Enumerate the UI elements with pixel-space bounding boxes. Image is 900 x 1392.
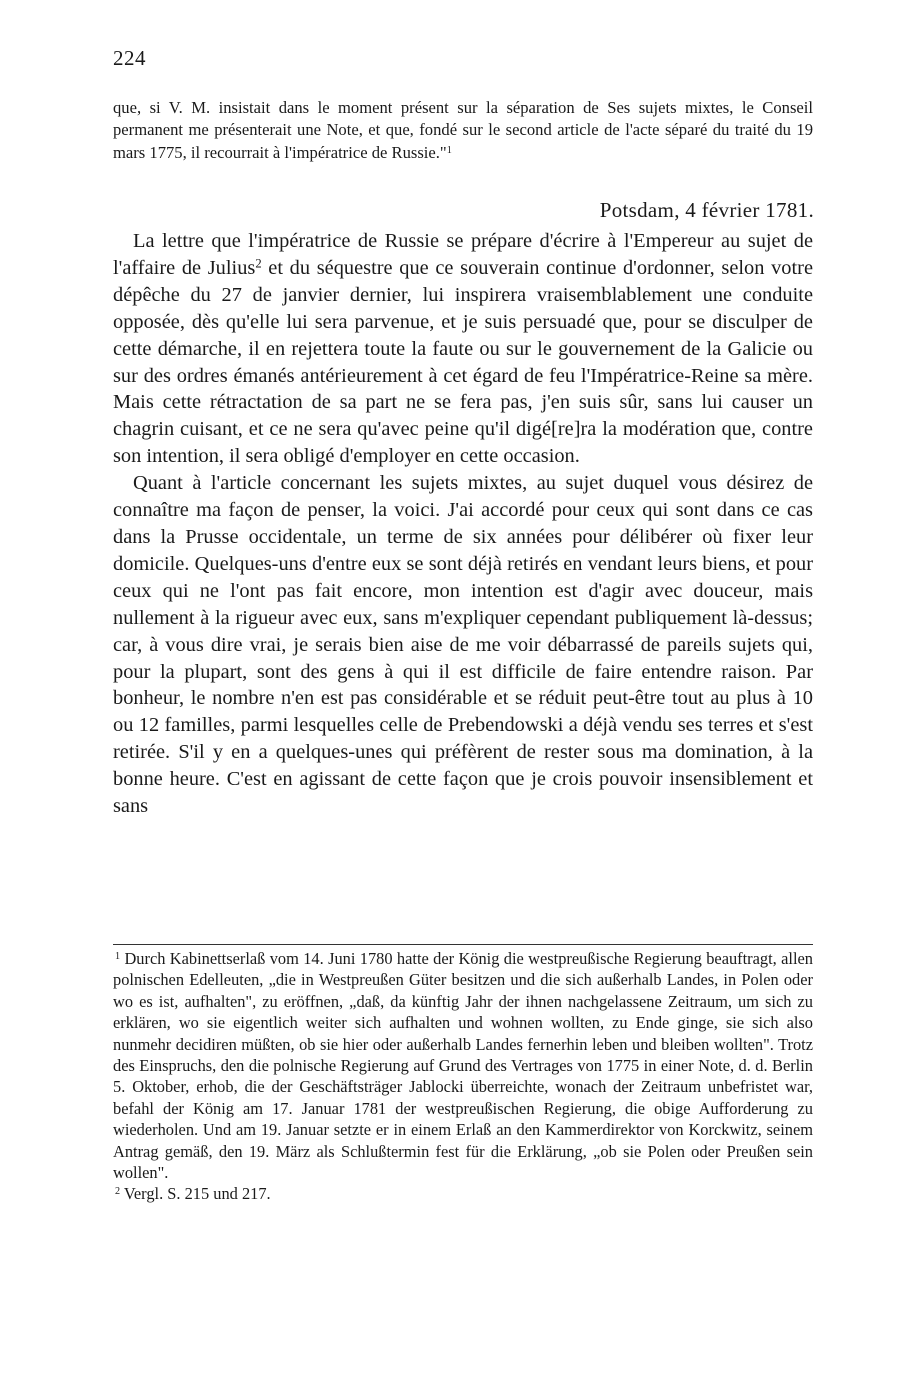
- paragraph-1-text-start: La lettre que l'impératrice de Russie se prépare d'écrire à l'Empereur au sujet de l'affaire de Julius: [113, 230, 813, 279]
- quoted-passage: [113, 97, 813, 164]
- page-number: 224: [113, 46, 146, 70]
- footnote-2-marker: 2: [115, 1186, 121, 1198]
- footnote-2: [113, 1183, 813, 1204]
- letter-dateline: Potsdam, 4 février 1781.: [599, 198, 814, 222]
- footnote-1: [113, 948, 813, 1183]
- quoted-passage-text: que, si V. M. insistait dans le moment présent sur la séparation de Ses sujets mixtes, le Conseil permanent me présenterait une Note, et que, fondé sur le second article de l'acte séparé du traité du 19 mars 1775, il recourrait à l'impératrice de Russie.": [113, 98, 813, 162]
- footnote-1-marker: 1: [115, 950, 121, 962]
- footnote-divider: [113, 944, 813, 945]
- footnote-2-text: Vergl. S. 215 und 217.: [123, 1184, 271, 1204]
- letter-paragraph-2: Quant à l'article concernant les sujets mixtes, au sujet duquel vous désirez de connaître ma façon de penser, la voici. J'ai accordé pour ceux qui sont dans ce cas dans la Prusse occidentale, un terme de six années pour délibérer où fixer leur domicile. Quelques-uns d'entre eux se sont déjà retirés en vendant leurs biens, et pour ceux qui ne l'ont pas fait encore, mon intention est d'agir avec douceur, mais nullement à la rigueur avec eux, sans m'expliquer cependant publiquement là-dessus; car, à vous dire vrai, je serais bien aise de me voir débarrassé de pareils sujets qui, pour la plupart, sont des gens à qui il est difficile de faire entendre raison. Par bonheur, le nombre n'en est pas considérable et se réduit peut-être tout au plus à 10 ou 12 familles, parmi lesquelles celle de Prebendowski a déjà vendu ses terres et s'est retirée. S'il y en a quelques-unes qui préfèrent de rester sous ma domination, à la bonne heure. C'est en agissant de cette façon que je crois pouvoir insensiblement et sans: [113, 472, 813, 818]
- footnotes-section: [113, 948, 813, 1205]
- footnote-reference-2: 2: [255, 256, 262, 271]
- paragraph-1-text-end: et du séquestre que ce souverain continue d'ordonner, selon votre dépêche du 27 de janvier dernier, lui inspirera vraisemblablement une conduite opposée, dès qu'elle lui sera parvenue, et je suis persuadé que, pour se disculper de cette démarche, il en rejettera toute la faute ou sur le gouvernement de la Galicie ou sur des ordres émanés antérieurement à cet égard de feu l'Impératrice-Reine sa mère. Mais cette rétractation de sa part ne se fera pas, j'en suis sûr, sans lui causer un chagrin cuisant, et ce ne sera qu'avec peine qu'il digé[re]ra la modération que, contre son intention, il sera obligé d'employer en cette occasion.: [113, 256, 813, 468]
- letter-paragraph-1: [113, 228, 813, 470]
- letter-body: [113, 228, 813, 820]
- footnote-reference-1: 1: [446, 144, 452, 156]
- footnote-1-text: Durch Kabinettserlaß vom 14. Juni 1780 hatte der König die westpreußische Regierung beauftragt, allen polnischen Edelleuten, „die in Westpreußen Güter besitzen und die sich außerhalb Landes, in Polen oder wo es ist, aufhalten", zu eröffnen, „daß, da künftig Jahr der ihnen nachgelassene Zeitraum, um sich zu erklären, wo sie eigentlich weiter sich aufhalten und wohnen wollten, zu Ende ginge, sie sich also nunmehr decidiren müßten, ob sie hier oder außerhalb Landes fernerhin leben und bleiben wollten". Trotz des Einspruchs, den die polnische Regierung auf Grund des Vertrages von 1775 in einer Note, d. d. Berlin 5. Oktober, erhob, die der Geschäftsträger Jablocki überreichte, wonach der Zeitraum unbefristet war, befahl der König am 17. Januar 1781 der westpreußischen Regierung, die obige Aufforderung zu wiederholen. Und am 19. Januar setzte er in einem Erlaß an den Kammerdirektor von Korckwitz, seinem Antrag gemäß, den 19. März als Schlußtermin fest für die Erklärung, „ob sie Polen oder Preußen sein wollen".: [113, 949, 813, 1183]
